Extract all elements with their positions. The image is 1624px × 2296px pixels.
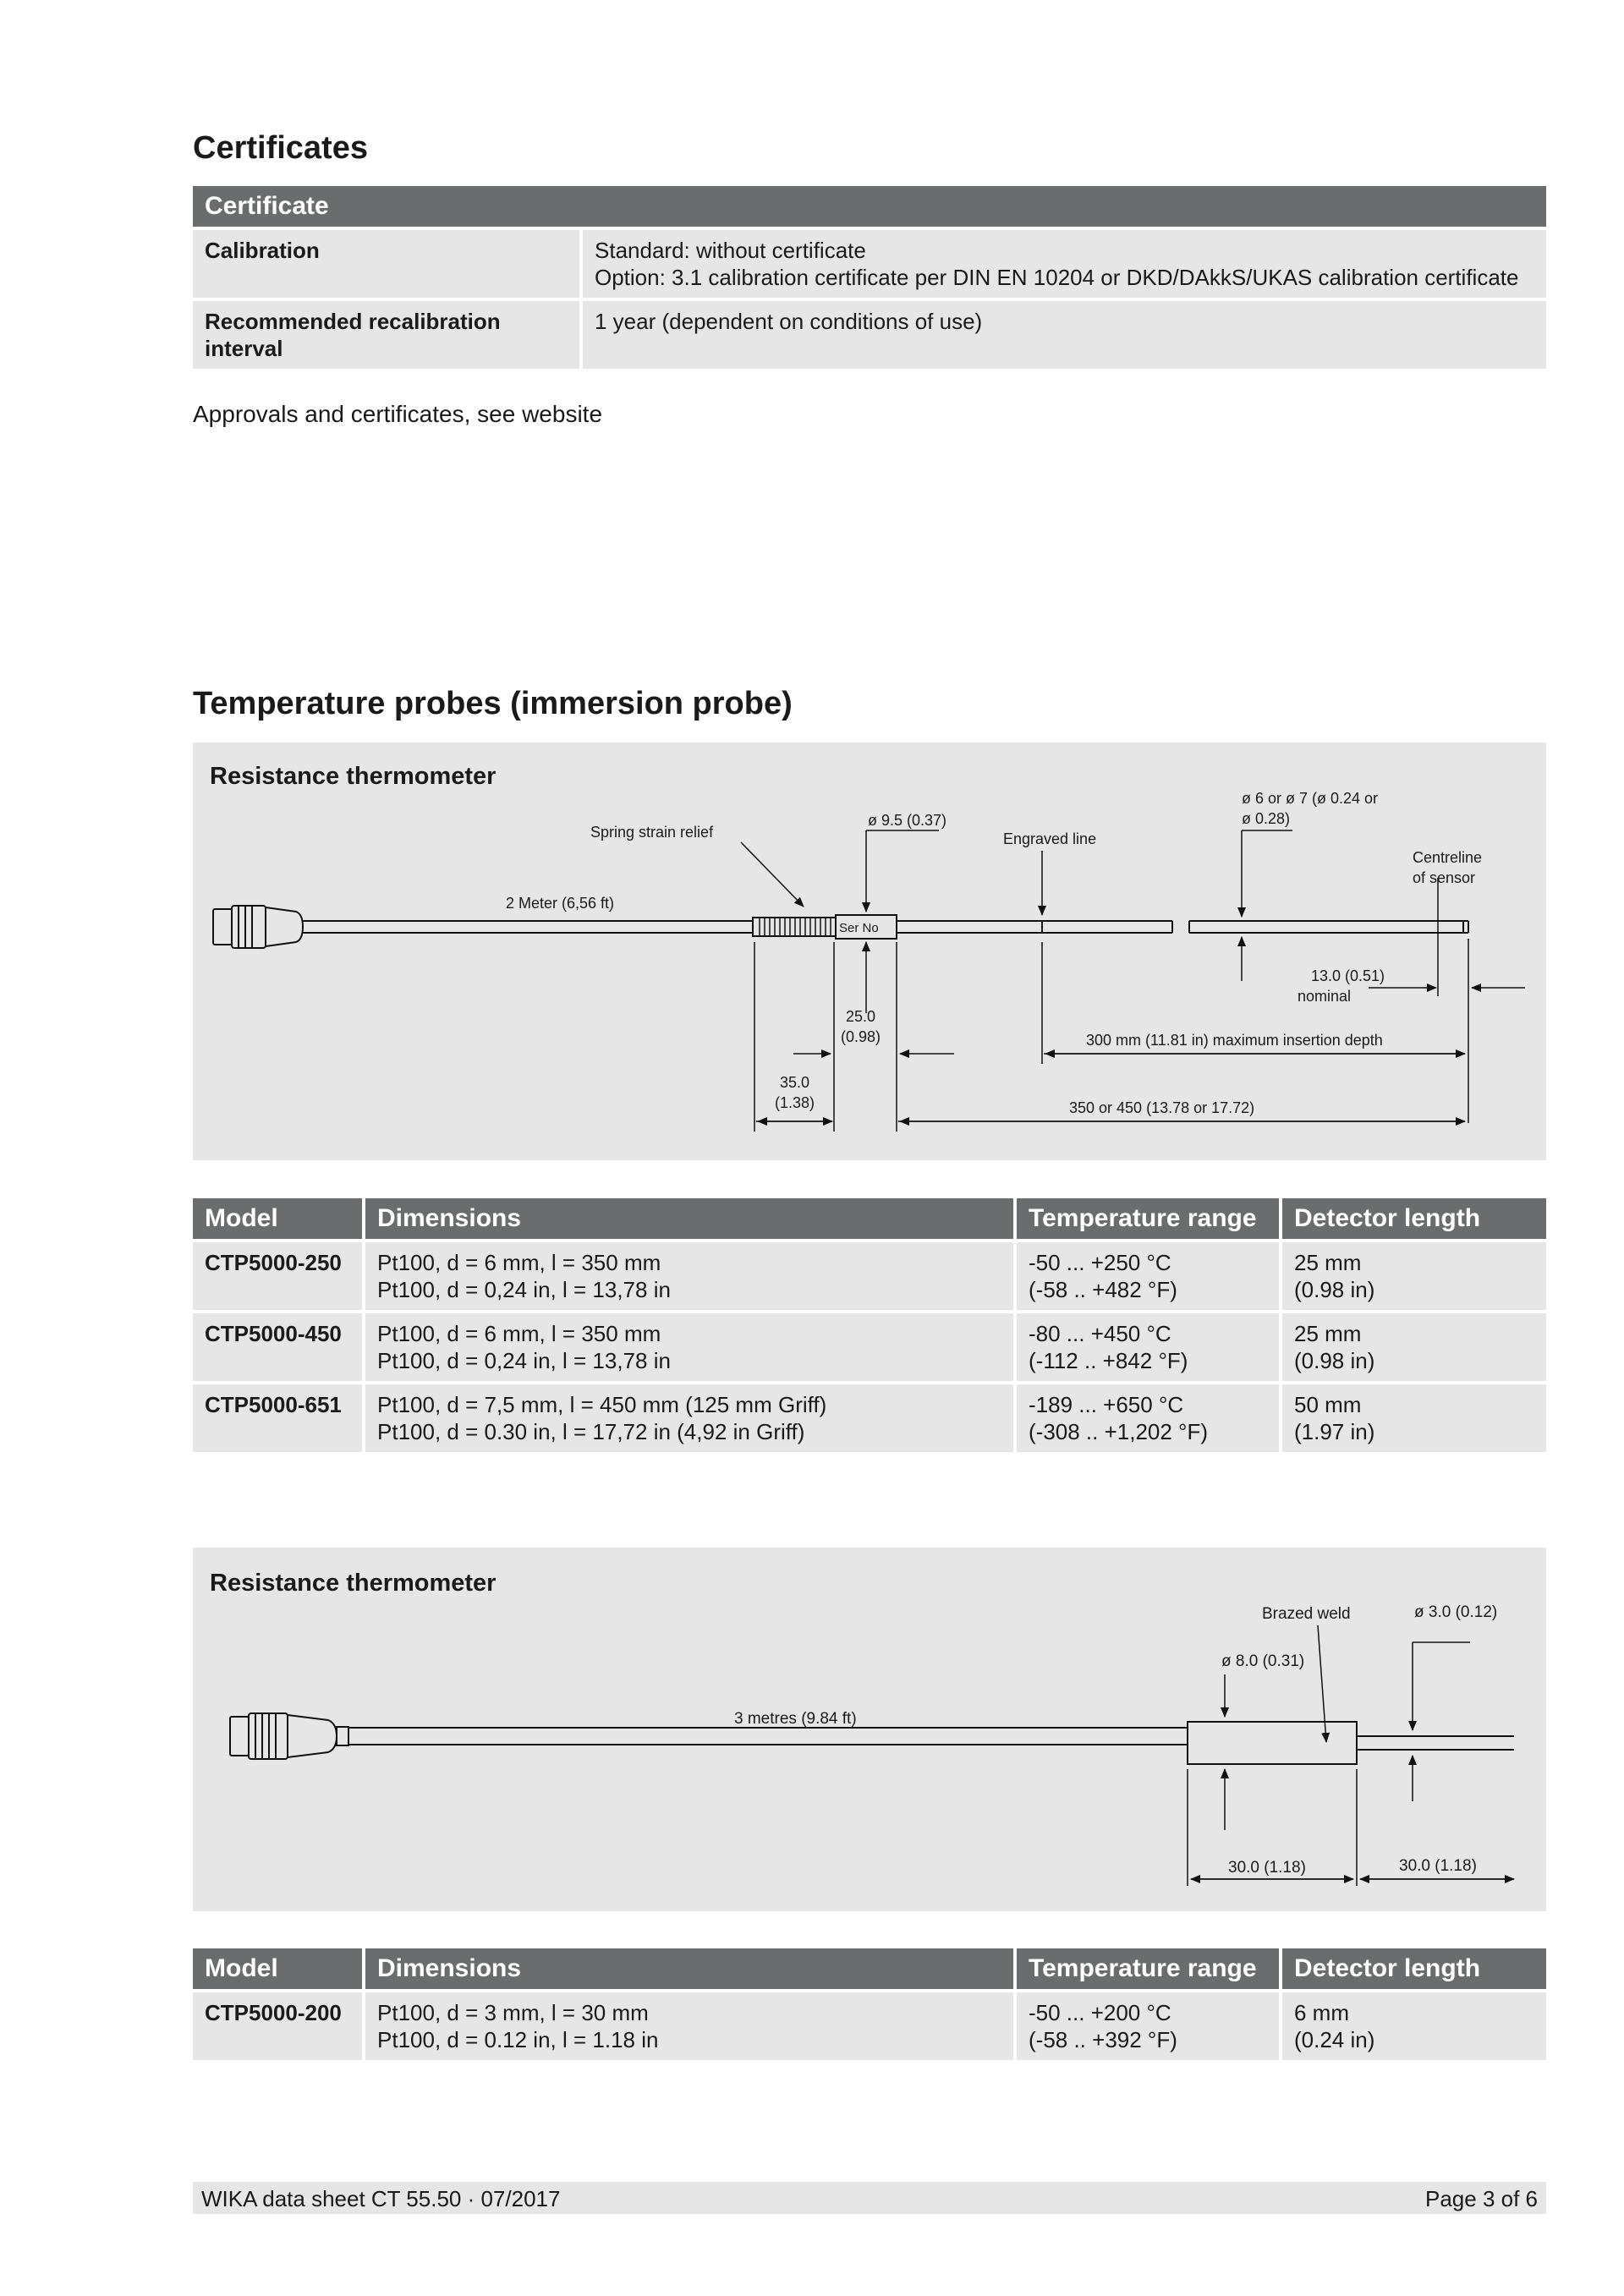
models-table-2 (189, 1945, 1550, 2063)
footer-doc-id: WIKA data sheet CT 55.50 · 07/2017 (201, 2186, 561, 2211)
table-row (193, 1384, 1546, 1452)
dimensions-line: Pt100, d = 0,24 in, l = 13,78 in (377, 1277, 671, 1302)
footer-page-number: Page 3 of 6 (1425, 2186, 1538, 2211)
dimensions-line: Pt100, d = 6 mm, l = 350 mm (377, 1250, 661, 1275)
certificates-table-header: Certificate (193, 186, 1546, 227)
dia6-label-b: ø 0.28) (1242, 810, 1291, 827)
dimensions-cell (365, 1992, 1013, 2060)
dimensions-line: Pt100, d = 6 mm, l = 350 mm (377, 1321, 661, 1346)
col-header-dimensions: Dimensions (365, 1198, 1013, 1239)
d35-label-b: (1.38) (775, 1094, 815, 1111)
dimensions-line: Pt100, d = 0,24 in, l = 13,78 in (377, 1348, 671, 1373)
temperature-line: (-308 .. +1,202 °F) (1029, 1419, 1208, 1444)
model-cell: CTP5000-200 (193, 1992, 362, 2060)
drawing-panel-2 (193, 1548, 1546, 1911)
table-row (193, 1313, 1546, 1381)
d350-label: 350 or 450 (13.78 or 17.72) (1069, 1099, 1255, 1116)
temperature-line: (-112 .. +842 °F) (1029, 1348, 1188, 1373)
dia6-label-a: ø 6 or ø 7 (ø 0.24 or (1242, 790, 1379, 807)
dimensions-cell (365, 1242, 1013, 1310)
dimensions-cell (365, 1313, 1013, 1381)
models-table-1 (189, 1195, 1550, 1455)
recalibration-label-line: Recommended recalibration (205, 309, 501, 334)
probe-drawing-1 (193, 743, 1546, 1160)
serno-label: Ser No (839, 921, 879, 935)
centreline-label-b: of sensor (1413, 869, 1476, 886)
certificates-heading: Certificates (193, 130, 368, 166)
detector-line: 50 mm (1294, 1392, 1362, 1417)
d35-label-a: 35.0 (780, 1074, 810, 1091)
calibration-value-line: Option: 3.1 calibration certificate per DIN EN 10204 or DKD/DAkkS/UKAS calibration certificate (595, 265, 1519, 290)
d30-label-a: 30.0 (1.18) (1228, 1859, 1306, 1877)
dia8-label: ø 8.0 (0.31) (1221, 1652, 1305, 1670)
calibration-value (583, 230, 1546, 298)
temperature-line: (-58 .. +392 °F) (1029, 2027, 1177, 2052)
centreline-label-a: Centreline (1413, 849, 1483, 866)
dimensions-line: Pt100, d = 0.30 in, l = 17,72 in (4,92 in Griff) (377, 1419, 805, 1444)
brazed-label: Brazed weld (1262, 1605, 1351, 1623)
dimensions-line: Pt100, d = 7,5 mm, l = 450 mm (125 mm Griff) (377, 1392, 827, 1417)
table-row (193, 230, 1546, 298)
d25-label-b: (0.98) (841, 1028, 881, 1045)
drawing-title: Resistance thermometer (210, 763, 497, 790)
temperature-line: -189 ... +650 °C (1029, 1392, 1184, 1417)
drawing-title: Resistance thermometer (210, 1570, 497, 1597)
temperature-line: -80 ... +450 °C (1029, 1321, 1171, 1346)
col-header-temperature: Temperature range (1017, 1948, 1279, 1989)
detector-cell (1282, 1242, 1546, 1310)
d30-label-b: 30.0 (1.18) (1399, 1857, 1477, 1875)
col-header-detector: Detector length (1282, 1198, 1546, 1239)
temperature-cell (1017, 1242, 1279, 1310)
d300-label: 300 mm (11.81 in) maximum insertion depth (1086, 1032, 1383, 1049)
certificates-table (189, 183, 1550, 372)
table-row (193, 1242, 1546, 1310)
temperature-cell (1017, 1313, 1279, 1381)
dia95-label: ø 9.5 (0.37) (868, 812, 947, 829)
cable-length-label: 2 Meter (6,56 ft) (506, 895, 615, 912)
dimensions-cell (365, 1384, 1013, 1452)
calibration-value-line: Standard: without certificate (595, 238, 866, 263)
detector-cell (1282, 1313, 1546, 1381)
nominal-label: nominal (1298, 988, 1352, 1005)
detector-line: 25 mm (1294, 1250, 1362, 1275)
model-cell: CTP5000-651 (193, 1384, 362, 1452)
col-header-detector: Detector length (1282, 1948, 1546, 1989)
detector-line: (0.24 in) (1294, 2027, 1375, 2052)
page-footer (193, 2182, 1546, 2214)
dimensions-line: Pt100, d = 0.12 in, l = 1.18 in (377, 2027, 659, 2052)
detector-cell (1282, 1384, 1546, 1452)
detector-cell (1282, 1992, 1546, 2060)
col-header-model: Model (193, 1198, 362, 1239)
spring-label: Spring strain relief (590, 824, 714, 841)
col-header-temperature: Temperature range (1017, 1198, 1279, 1239)
temperature-cell (1017, 1384, 1279, 1452)
approvals-note: Approvals and certificates, see website (193, 401, 603, 427)
col-header-model: Model (193, 1948, 362, 1989)
table-row (193, 301, 1546, 369)
detector-line: 25 mm (1294, 1321, 1362, 1346)
d25-label-a: 25.0 (846, 1008, 876, 1025)
drawing-panel-1 (193, 743, 1546, 1160)
recalibration-label-line: interval (205, 336, 283, 361)
engraved-label: Engraved line (1003, 830, 1097, 847)
detector-line: (0.98 in) (1294, 1348, 1375, 1373)
d13-label: 13.0 (0.51) (1311, 967, 1385, 984)
detector-line: (0.98 in) (1294, 1277, 1375, 1302)
model-cell: CTP5000-250 (193, 1242, 362, 1310)
detector-line: (1.97 in) (1294, 1419, 1375, 1444)
recalibration-label (193, 301, 579, 369)
recalibration-value: 1 year (dependent on conditions of use) (583, 301, 1546, 369)
calibration-label: Calibration (193, 230, 579, 298)
cable-length-label: 3 metres (9.84 ft) (734, 1710, 857, 1728)
dimensions-line: Pt100, d = 3 mm, l = 30 mm (377, 2000, 649, 2025)
temperature-line: (-58 .. +482 °F) (1029, 1277, 1177, 1302)
dia3-label: ø 3.0 (0.12) (1414, 1603, 1498, 1621)
table-row (193, 1992, 1546, 2060)
detector-line: 6 mm (1294, 2000, 1349, 2025)
temperature-line: -50 ... +250 °C (1029, 1250, 1171, 1275)
temperature-line: -50 ... +200 °C (1029, 2000, 1171, 2025)
probes-heading: Temperature probes (immersion probe) (193, 686, 793, 721)
model-cell: CTP5000-450 (193, 1313, 362, 1381)
col-header-dimensions: Dimensions (365, 1948, 1013, 1989)
temperature-cell (1017, 1992, 1279, 2060)
probe-drawing-2 (193, 1548, 1546, 1911)
